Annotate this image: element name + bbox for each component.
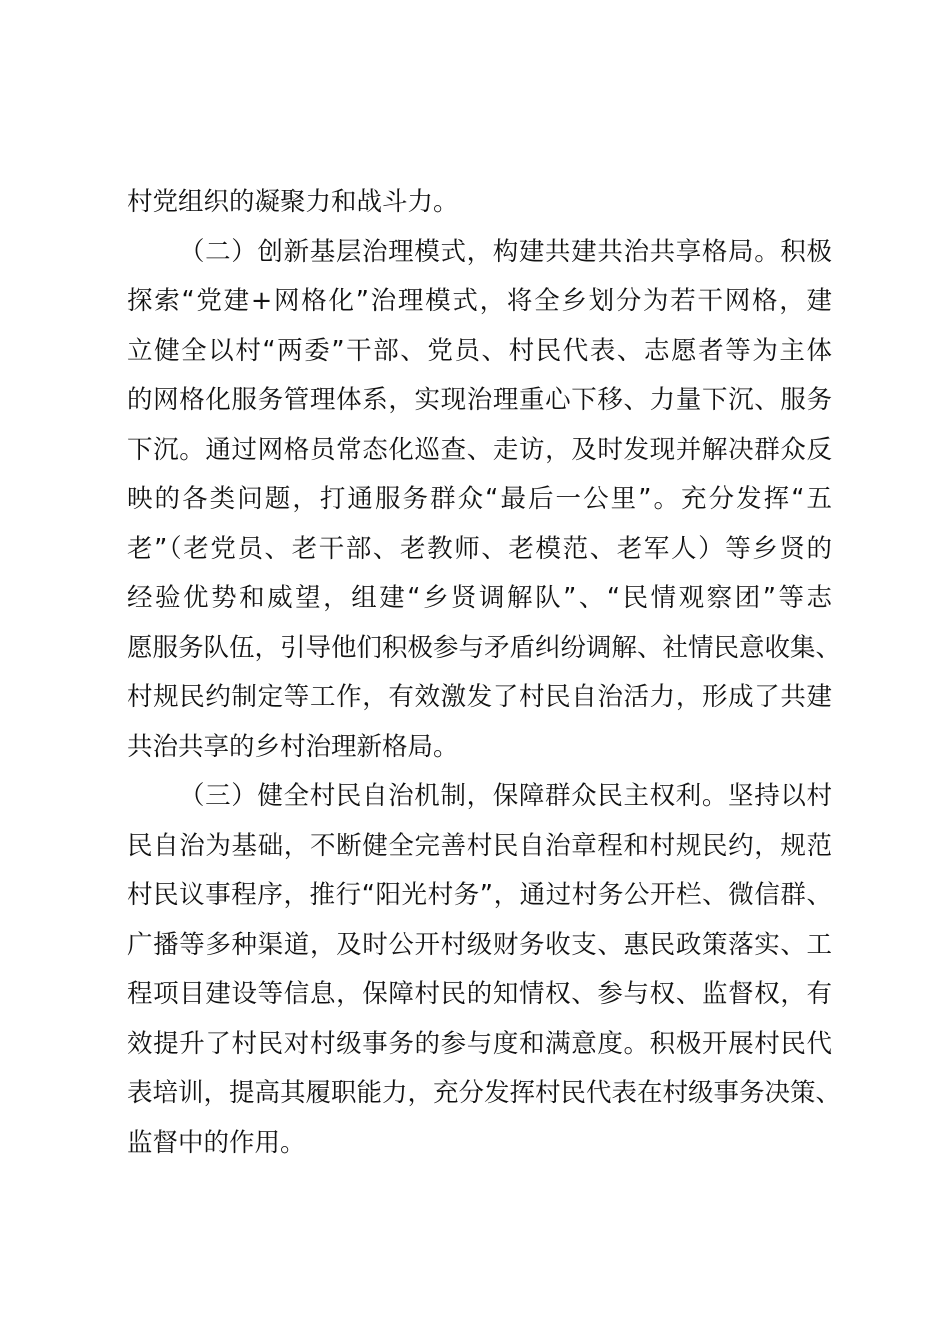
- text-line: 老”（老党员、老干部、老教师、老模范、老军人）等乡贤的: [127, 533, 832, 564]
- text-line: 映的各类问题，打通服务群众“最后一公里”。充分发挥“五: [127, 484, 832, 514]
- text-line: （三）健全村民自治机制，保障群众民主权利。坚持以村: [179, 781, 832, 811]
- text-line: 愿服务队伍，引导他们积极参与矛盾纠纷调解、社情民意收集、: [127, 632, 842, 663]
- text-line: 经验优势和威望，组建“乡贤调解队”、“民情观察团”等志: [127, 583, 832, 613]
- document-body: [127, 178, 842, 1168]
- text-line: 下沉。通过网格员常态化巡查、走访，及时发现并解决群众反: [127, 434, 832, 465]
- text-line: （二）创新基层治理模式，构建共建共治共享格局。积极: [179, 236, 832, 267]
- text-line: 监督中的作用。: [127, 1127, 306, 1158]
- text-line: 程项目建设等信息，保障村民的知情权、参与权、监督权，有: [127, 979, 832, 1009]
- text-line: 的网格化服务管理体系，实现治理重心下移、力量下沉、服务: [127, 385, 832, 415]
- text-line: 表培训，提高其履职能力，充分发挥村民代表在村级事务决策、: [127, 1078, 842, 1108]
- text-line: 效提升了村民对村级事务的参与度和满意度。积极开展村民代: [127, 1028, 832, 1059]
- text-line: 民自治为基础，不断健全完善村民自治章程和村规民约，规范: [127, 830, 832, 861]
- text-line: 共治共享的乡村治理新格局。: [127, 731, 459, 762]
- text-line: 探索“党建+网格化”治理模式，将全乡划分为若干网格，建: [127, 286, 832, 316]
- text-line: 立健全以村“两委”干部、党员、村民代表、志愿者等为主体: [127, 335, 832, 366]
- text-line: 村民议事程序，推行“阳光村务”，通过村务公开栏、微信群、: [127, 880, 832, 910]
- text-line: 村规民约制定等工作，有效激发了村民自治活力，形成了共建: [127, 682, 832, 712]
- text-line: 广播等多种渠道，及时公开村级财务收支、惠民政策落实、工: [127, 929, 832, 960]
- text-line: 村党组织的凝聚力和战斗力。: [127, 187, 459, 217]
